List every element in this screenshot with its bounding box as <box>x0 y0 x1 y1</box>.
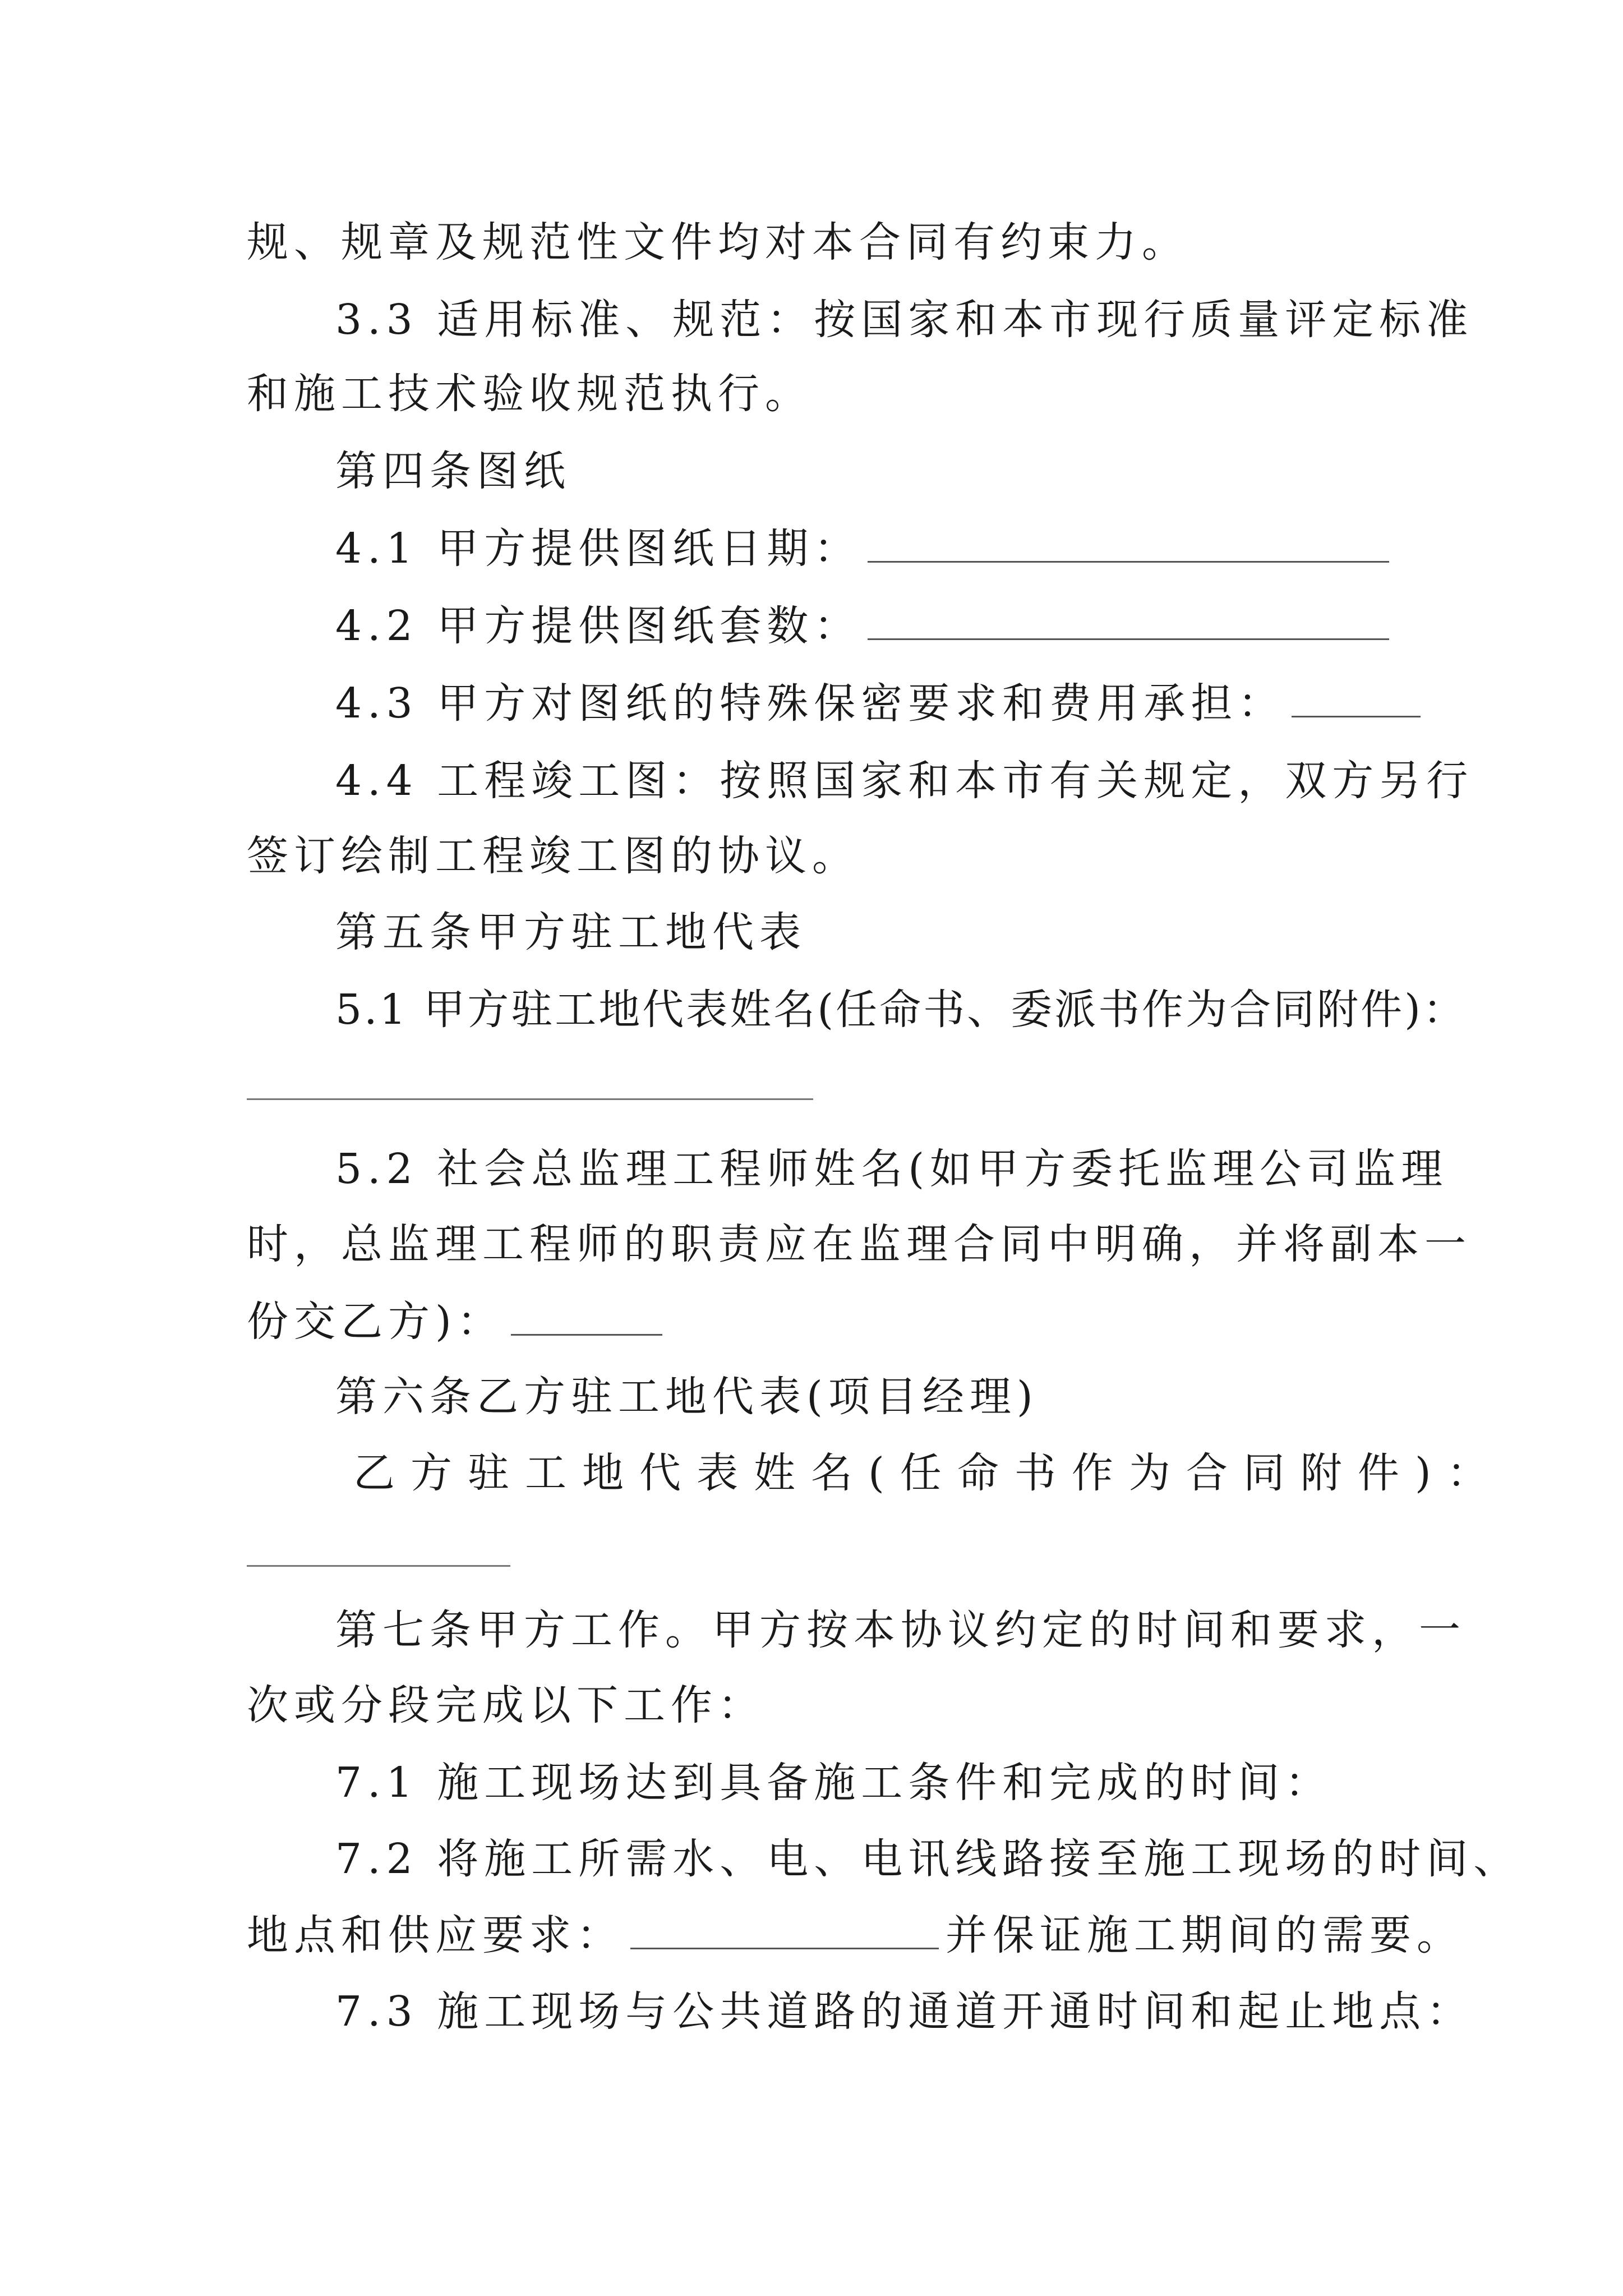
clause-7-2-tail: 并保证施工期间的需要。 <box>946 1911 1464 1959</box>
blank-field <box>868 522 1389 563</box>
clause-7-2-end-line <box>247 1907 1464 1963</box>
clause-4-3-line <box>335 675 1421 731</box>
blank-field <box>511 1295 662 1336</box>
clause-7-1-line: 7.1 施工现场达到具备施工条件和完成的时间： <box>335 1759 1332 1807</box>
paragraph-line: 规、规章及规范性文件均对本合同有约束力。 <box>247 218 1189 266</box>
blank-field <box>630 1908 939 1949</box>
clause-4-1-label: 4.1 甲方提供图纸日期： <box>335 524 861 573</box>
clause-7-3-line: 7.3 施工现场与公共道路的通道开通时间和起止地点： <box>335 1987 1474 2036</box>
article-5-heading: 第五条甲方驻工地代表 <box>335 908 806 956</box>
paragraph-line: 时，总监理工程师的职责应在监理合同中明确，并将副本一 <box>247 1220 1472 1268</box>
blank-field <box>247 1565 510 1567</box>
clause-4-3-label: 4.3 甲方对图纸的特殊保密要求和费用承担： <box>335 679 1285 728</box>
clause-3-3-line: 3.3 适用标准、规范：按国家和本市现行质量评定标准 <box>335 296 1474 344</box>
clause-5-2-end-line <box>247 1294 662 1350</box>
blank-field <box>247 1098 813 1100</box>
clause-4-1-line <box>335 521 1389 577</box>
clause-4-2-label: 4.2 甲方提供图纸套数： <box>335 602 861 650</box>
article-4-heading: 第四条图纸 <box>335 447 571 495</box>
clause-5-2-label: 份交乙方)： <box>247 1297 504 1346</box>
clause-4-2-line <box>335 598 1389 654</box>
article-7-heading: 第七条甲方工作。甲方按本协议约定的时间和要求，一 <box>335 1606 1466 1654</box>
clause-7-2-line: 7.2 将施工所需水、电、电讯线路接至施工现场的时间、 <box>335 1835 1521 1883</box>
blank-field <box>1292 677 1421 717</box>
clause-4-4-line: 4.4 工程竣工图：按照国家和本市有关规定，双方另行 <box>335 757 1474 805</box>
blank-field <box>868 599 1389 640</box>
clause-5-2-line: 5.2 社会总监理工程师姓名(如甲方委托监理公司监理 <box>335 1145 1449 1193</box>
article-6-heading: 第六条乙方驻工地代表(项目经理) <box>335 1373 1039 1421</box>
paragraph-line: 和施工技术验收规范执行。 <box>247 370 812 418</box>
paragraph-line: 次或分段完成以下工作： <box>247 1681 765 1729</box>
clause-5-1-line: 5.1 甲方驻工地代表姓名(任命书、委派书作为合同附件)： <box>335 986 1467 1034</box>
article-6-name-line: 乙方驻工地代表姓名(任命书作为合同附件)： <box>353 1449 1504 1497</box>
clause-7-2-label: 地点和供应要求： <box>247 1911 624 1959</box>
paragraph-line: 签订绘制工程竣工图的协议。 <box>247 832 859 880</box>
